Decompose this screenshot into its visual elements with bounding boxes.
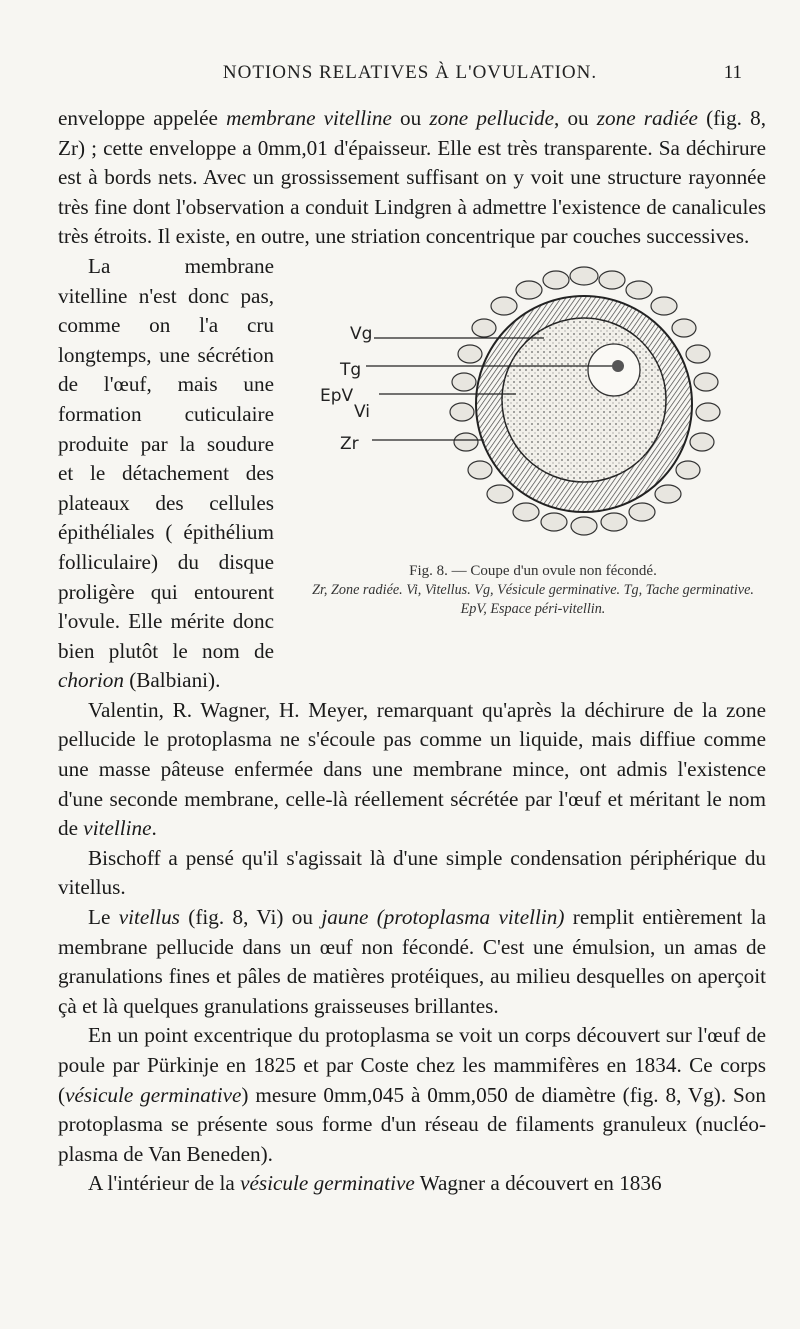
- paragraph-vitelline: Valentin, R. Wagner, H. Meyer, remarquant qu'après la déchirure de la zone pellucide le protoplasma ne s'écoule pas comme un liquide, mais diffiue comme une masse pâteuse enfermée dans une membrane mince, ont admis l'existence d'une seconde membrane, celle-là réellement sécrétée par l'œuf et méritant le nom de vitelline.: [58, 697, 766, 841]
- figure-caption-title: Fig. 8. — Coupe d'un ovule non fécondé.: [409, 562, 657, 579]
- paragraph-chorion: La membrane vitelline n'est donc pas, comme on l'a cru longtemps, une sécrétion de l'œuf, mais une formation cuticulaire produite par la soudure et le détachement des plateaux des cellules épithéliales ( épithélium folliculaire) du disque proligère qui entourent l'ovule. Elle mérite donc bien plutôt le nom de chorion (Balbiani).: [58, 253, 274, 693]
- paragraph-wagner: A l'intérieur de la vésicule germinative Wagner a découvert en 1836: [88, 1171, 662, 1196]
- paragraph-bischoff: Bischoff a pensé qu'il s'agissait là d'une simple condensation périphérique du vitellus.: [58, 845, 766, 900]
- germinal-spot: [612, 360, 624, 372]
- label-vg: Vg: [350, 323, 373, 344]
- page-number: 11: [723, 62, 742, 83]
- figure-caption-legend: Zr, Zone radiée. Vi, Vitellus. Vg, Vésicule germinative. Tg, Tache germinative. EpV, Espace péri-vitellin.: [312, 581, 754, 617]
- label-tg: Tg: [340, 359, 362, 380]
- label-epv: EpV: [320, 385, 354, 406]
- label-zr: Zr: [340, 433, 359, 454]
- paragraph-zone-pellucide: enveloppe appelée membrane vitelline ou zone pellucide, ou zone radiée (fig. 8, Zr) ; cette enveloppe a 0mm,01 d'épaisseur. Elle est très transparente. Sa déchirure est à bords nets. Avec un grossissement suffisant on y voit une structure rayonnée très fine dont l'observation a conduit Lindgren à admettre l'existence de canalicules très étroits. Il existe, en outre, une striation concentrique par couches successives.: [58, 106, 766, 249]
- paragraph-germinal-vesicle: En un point excentrique du protoplasma se voit un corps découvert sur l'œuf de poule par Pürkinje en 1825 et par Coste chez les mammifères en 1834. Ce corps (vésicule germinative) mesure 0mm,045 à 0mm,050 de diamètre (fig. 8, Vg). Son protoplasma se présente sous forme d'un réseau de filaments granuleux (nucléo-plasma de Van Beneden).: [58, 1023, 766, 1166]
- label-vi: Vi: [354, 401, 370, 422]
- vitellus-granules: [502, 318, 666, 482]
- figure-ovule: [284, 256, 774, 656]
- page-header: [0, 62, 800, 92]
- running-title: NOTIONS RELATIVES À L'OVULATION.: [222, 62, 598, 83]
- figure-caption: [298, 562, 768, 619]
- body-text: [58, 104, 766, 1199]
- paragraph-vitellus: Le vitellus (fig. 8, Vi) ou jaune (protoplasma vitellin) remplit entièrement la membrane pellucide dans un œuf non fécondé. C'est une émulsion, un amas de granulations fines et pâles de matières protéiques, au milieu desquelles on aperçoit çà et là quelques granulations graisseuses brillantes.: [58, 905, 766, 1018]
